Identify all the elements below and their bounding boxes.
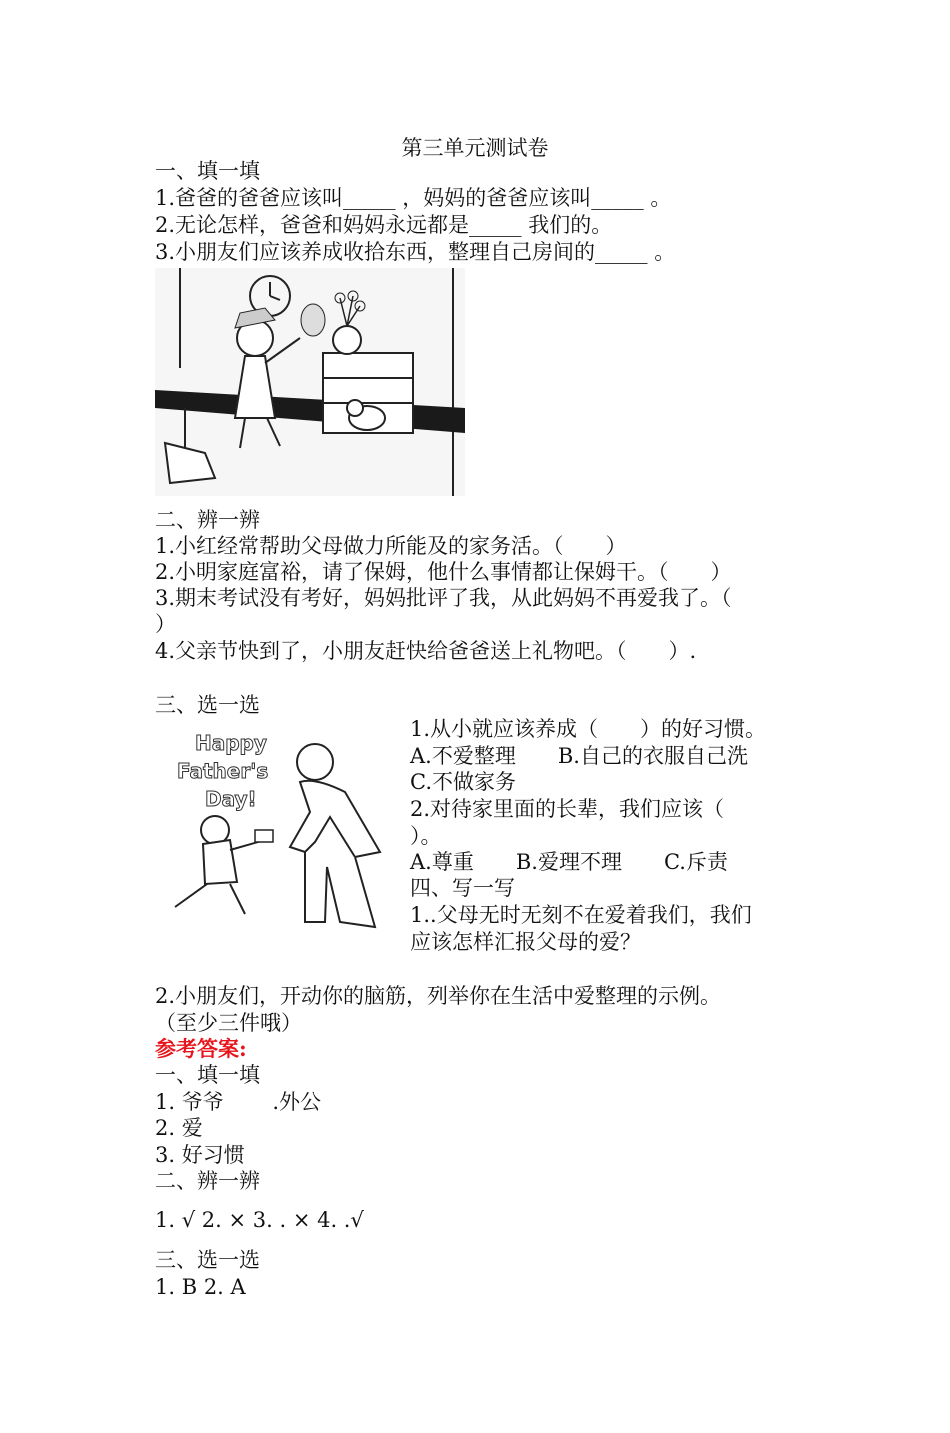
answers-section-2: 二、辨一辨 bbox=[155, 1169, 260, 1193]
question-2-3-end: ） bbox=[155, 612, 176, 636]
illustration-text-2: Father's bbox=[177, 759, 269, 783]
question-2-4: 4.父亲节快到了，小朋友赶快给爸爸送上礼物吧。（ ）. bbox=[155, 639, 697, 663]
answer-5: 1. B 2. A bbox=[155, 1275, 246, 1299]
answer-1: 1. 爷爷 .外公 bbox=[155, 1090, 322, 1114]
cleaning-illustration bbox=[155, 268, 465, 496]
question-3-2-end: ）。 bbox=[410, 824, 442, 848]
answers-section-3: 三、选一选 bbox=[155, 1248, 260, 1272]
question-2-2: 2.小明家庭富裕，请了保姆，他什么事情都让保姆干。（ ） bbox=[155, 560, 732, 584]
illustration-text-1: Happy bbox=[195, 731, 267, 755]
question-1-3: 3.小朋友们应该养成收拾东西，整理自己房间的_____ 。 bbox=[155, 240, 676, 264]
question-3-2: 2.对待家里面的长辈，我们应该（ bbox=[410, 797, 725, 821]
section-3-heading: 三、选一选 bbox=[155, 693, 260, 717]
illustration-text-3: Day! bbox=[205, 787, 257, 811]
section-4-heading: 四、写一写 bbox=[410, 876, 515, 900]
answer-2: 2. 爱 bbox=[155, 1116, 203, 1140]
section-1-heading: 一、填一填 bbox=[155, 159, 260, 183]
question-1-1: 1.爸爸的爸爸应该叫_____ ，妈妈的爸爸应该叫_____ 。 bbox=[155, 186, 672, 210]
answer-4: 1. √ 2. × 3. . × 4. .√ bbox=[155, 1208, 364, 1232]
section-2-heading: 二、辨一辨 bbox=[155, 508, 260, 532]
question-1-2: 2.无论怎样，爸爸和妈妈永远都是_____ 我们的。 bbox=[155, 213, 613, 237]
question-2-1: 1.小红经常帮助父母做力所能及的家务活。（ ） bbox=[155, 534, 627, 558]
answers-heading: 参考答案: bbox=[155, 1036, 247, 1061]
question-4-1-cont: 应该怎样汇报父母的爱？ bbox=[410, 930, 641, 954]
question-3-1-options: A.不爱整理 B.自己的衣服自己洗 bbox=[410, 744, 748, 768]
question-3-1-option-c: C.不做家务 bbox=[410, 770, 516, 794]
question-2-3: 3.期末考试没有考好，妈妈批评了我，从此妈妈不再爱我了。（ bbox=[155, 586, 732, 610]
question-3-2-options: A.尊重 B.爱理不理 C.斥责 bbox=[410, 850, 728, 874]
page-title: 第三单元测试卷 bbox=[401, 136, 549, 160]
answer-3: 3. 好习惯 bbox=[155, 1143, 245, 1167]
question-4-2-note: （至少三件哦） bbox=[155, 1011, 302, 1035]
answers-section-1: 一、填一填 bbox=[155, 1063, 260, 1087]
question-4-2: 2.小朋友们，开动你的脑筋，列举你在生活中爱整理的示例。 bbox=[155, 984, 722, 1008]
fathers-day-illustration bbox=[155, 722, 390, 932]
question-3-1: 1.从小就应该养成（ ）的好习惯。 bbox=[410, 717, 767, 741]
question-4-1: 1..父母无时无刻不在爱着我们，我们 bbox=[410, 903, 752, 927]
